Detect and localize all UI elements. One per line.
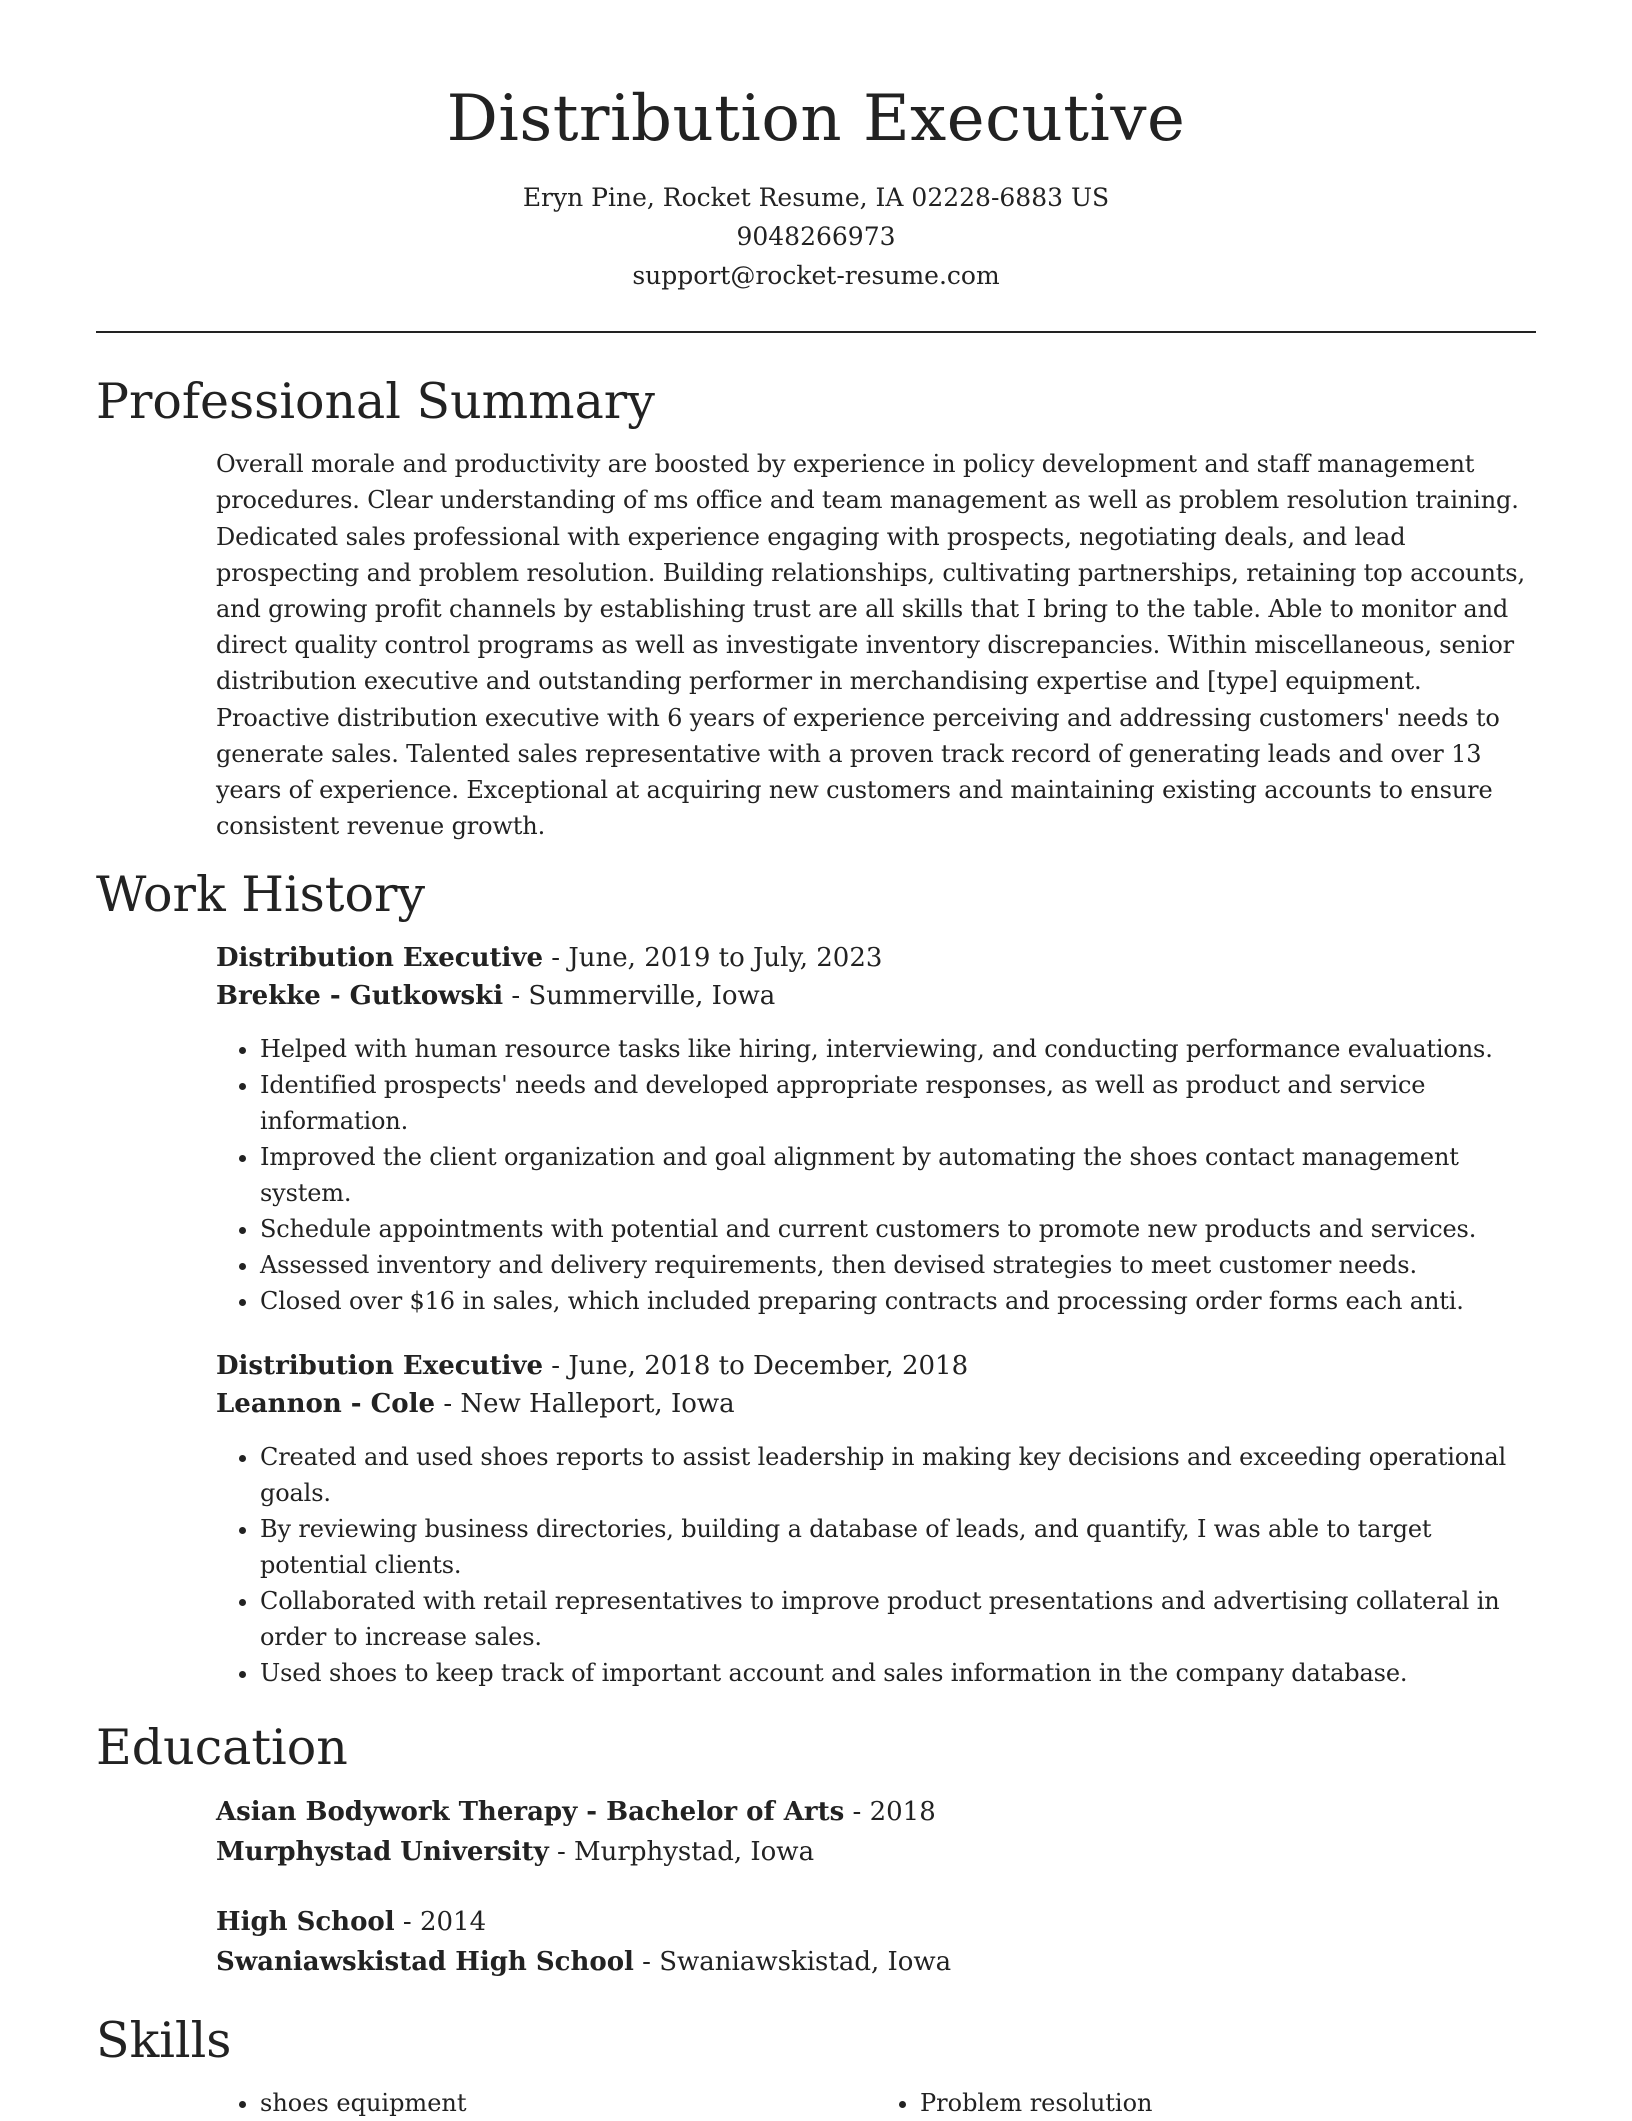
skills-right-column <box>876 2085 1536 2121</box>
job-company-line <box>216 1385 1536 1423</box>
education-location: - Murphystad, Iowa <box>548 1837 815 1868</box>
summary-heading: Professional Summary <box>96 373 655 431</box>
job-company: Leannon - Cole <box>216 1389 436 1420</box>
job-company-line <box>216 977 1536 1015</box>
skill-item: • shoes equipment <box>260 2085 876 2121</box>
contact-email: support@rocket-resume.com <box>632 261 1000 291</box>
work-history-section <box>96 939 1536 1691</box>
job-dates: - June, 2019 to July, 2023 <box>543 943 883 974</box>
education-school-line <box>216 1832 1536 1872</box>
education-school: Swaniawskistad High School <box>216 1947 634 1978</box>
education-entry <box>216 1792 1536 1872</box>
list-item: • Used shoes to keep track of important account and sales information in the company database. <box>260 1655 1536 1691</box>
list-item: • Identified prospects' needs and developed appropriate responses, as well as product and service information. <box>260 1067 1536 1139</box>
job-location: - New Halleport, Iowa <box>435 1389 735 1420</box>
education-year: - 2014 <box>394 1907 487 1938</box>
skills-left-column <box>216 2085 876 2121</box>
education-school-line <box>216 1942 1536 1982</box>
education-school: Murphystad University <box>216 1837 549 1868</box>
list-item: • Improved the client organization and goal alignment by automating the shoes contact management system. <box>260 1139 1536 1211</box>
list-item: • Closed over $16 in sales, which included preparing contracts and processing order forms each anti. <box>260 1283 1536 1319</box>
job-entry <box>216 1347 1536 1691</box>
contact-phone: 9048266973 <box>736 222 896 252</box>
education-entry <box>216 1902 1536 1982</box>
list-item: • By reviewing business directories, building a database of leads, and quantify, I was able to target potential clients. <box>260 1511 1536 1583</box>
skills-section <box>96 2085 1536 2121</box>
header-divider <box>96 331 1536 333</box>
job-bullets <box>216 1031 1536 1319</box>
skills-heading: Skills <box>96 2012 232 2070</box>
resume-title: Distribution Executive <box>446 82 1186 156</box>
education-year: - 2018 <box>844 1797 936 1828</box>
resume-header <box>96 84 1536 295</box>
list-item: • Created and used shoes reports to assist leadership in making key decisions and exceeding operational goals. <box>260 1439 1536 1511</box>
summary-section <box>96 446 1536 844</box>
job-title: Distribution Executive <box>216 943 544 974</box>
job-bullets <box>216 1439 1536 1691</box>
job-dates: - June, 2018 to December, 2018 <box>543 1351 969 1382</box>
education-degree: High School <box>216 1907 395 1938</box>
job-title: Distribution Executive <box>216 1351 544 1382</box>
education-degree-line <box>216 1902 1536 1942</box>
skill-item: • Problem resolution <box>920 2085 1536 2121</box>
education-degree-line <box>216 1792 1536 1832</box>
job-location: - Summerville, Iowa <box>503 981 776 1012</box>
job-company: Brekke - Gutkowski <box>216 981 504 1012</box>
list-item: • Schedule appointments with potential and current customers to promote new products and services. <box>260 1211 1536 1247</box>
job-title-line <box>216 1347 1536 1385</box>
job-title-line <box>216 939 1536 977</box>
education-location: - Swaniawskistad, Iowa <box>633 1947 952 1978</box>
summary-text: Overall morale and productivity are boosted by experience in policy development and staff management procedures. Clear understanding of ms office and team management as well as problem resolution training. Dedicated sales professional with experience engaging with prospects, negotiating deals, and lead prospecting and problem resolution. Building relationships, cultivating partnerships, retaining top accounts, and growing profit channels by establishing trust are all skills that I bring to the table. Able to monitor and direct quality control programs as well as investigate inventory discrepancies. Within miscellaneous, senior distribution executive and outstanding performer in merchandising expertise and [type] equipment. Proactive distribution executive with 6 years of experience perceiving and addressing customers' needs to generate sales. Talented sales representative with a proven track record of generating leads and over 13 years of experience. Exceptional at acquiring new customers and maintaining existing accounts to ensure consistent revenue growth. <box>216 450 1525 841</box>
list-item: • Collaborated with retail representatives to improve product presentations and advertising collateral in order to increase sales. <box>260 1583 1536 1655</box>
education-section <box>96 1792 1536 1982</box>
education-degree: Asian Bodywork Therapy - Bachelor of Arts <box>216 1797 845 1828</box>
list-item: • Helped with human resource tasks like hiring, interviewing, and conducting performance evaluations. <box>260 1031 1536 1067</box>
list-item: • Assessed inventory and delivery requirements, then devised strategies to meet customer needs. <box>260 1247 1536 1283</box>
job-entry <box>216 939 1536 1319</box>
education-heading: Education <box>96 1719 348 1777</box>
work-history-heading: Work History <box>96 866 426 924</box>
contact-address: Eryn Pine, Rocket Resume, IA 02228-6883 US <box>522 183 1110 213</box>
